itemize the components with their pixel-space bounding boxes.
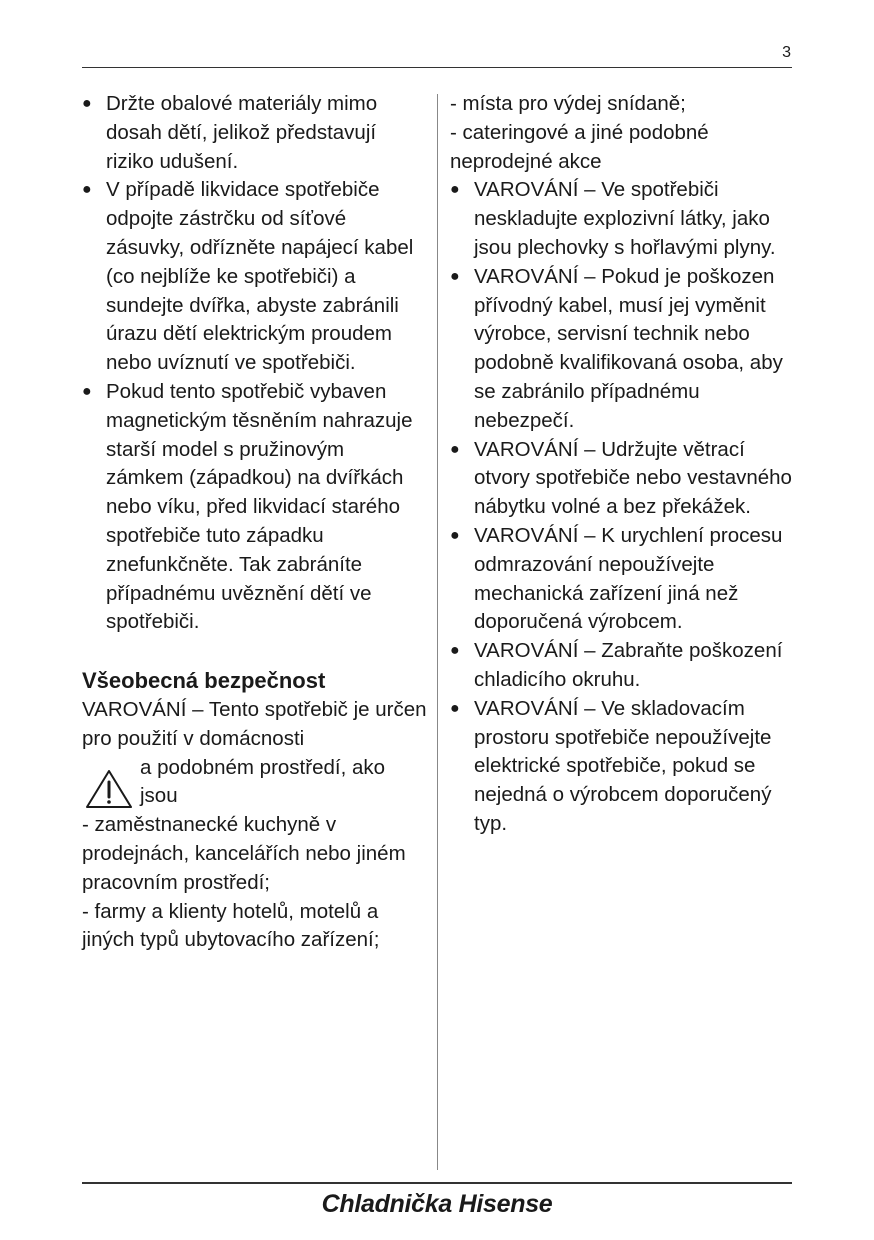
warning-row xyxy=(82,754,427,812)
warning-bullet-item: ● VAROVÁNÍ – Zabraňte poškození chladicího okruhu. xyxy=(450,637,795,695)
dash-item: - farmy a klienty hotelů, motelů a jiných typů ubytovacího zařízení; xyxy=(82,899,380,952)
warning-bullet-item: ● VAROVÁNÍ – Udržujte větrací otvory spotřebiče nebo vestavného nábytku volné a bez překážek. xyxy=(450,436,795,522)
bullet-item: ● Pokud tento spotřebič vybaven magnetickým těsněním nahrazuje starší model s pružinovým zámkem (západkou) na dvířkách nebo víku, před likvidací starého spotřebiče tuto západku znefunkčněte. Tak zabráníte případnému uvěznění dětí ve spotřebiči. xyxy=(82,378,427,637)
footer-rule xyxy=(82,1182,792,1184)
header-rule xyxy=(82,67,792,68)
bullet-item: ● V případě likvidace spotřebiče odpojte zástrčku od síťové zásuvky, odřízněte napájecí kabel (co nejblíže ke spotřebiči) a sundejte dvířka, abyste zabránili úrazu dětí elektrickým proudem nebo uvíznutí ve spotřebiči. xyxy=(82,176,427,378)
dash-item: - zaměstnanecké kuchyně v prodejnách, kancelářích nebo jiném pracovním prostředí; xyxy=(82,813,406,894)
warning-triangle-icon xyxy=(84,768,134,810)
section-heading: Všeobecná bezpečnost xyxy=(82,668,326,694)
warning-bullet-item: ● VAROVÁNÍ – Pokud je poškozen přívodný kabel, musí jej vyměnit výrobce, servisní technik nebo podobně kvalifikovaná osoba, aby se zabránilo případnému nebezpečí. xyxy=(450,263,795,436)
warning-bullet-item: ● VAROVÁNÍ – K urychlení procesu odmrazování nepoužívejte mechanická zařízení jiná než doporučená výrobcem. xyxy=(450,522,795,637)
right-bullet-list xyxy=(450,176,795,838)
left-bullet-list xyxy=(82,90,427,637)
left-column xyxy=(82,90,427,955)
bullet-item: ● Držte obalové materiály mimo dosah dětí, jelikož představují riziko udušení. xyxy=(82,90,427,176)
page-number: 3 xyxy=(782,44,791,61)
dash-item: - místa pro výdej snídaně; xyxy=(450,92,686,115)
dash-item: - cateringové a jiné podobné neprodejné akce xyxy=(450,120,709,173)
footer-title: Chladnička Hisense xyxy=(321,1190,553,1218)
warning-bullet-item: ● VAROVÁNÍ – Ve skladovacím prostoru spotřebiče nepoužívejte elektrické spotřebiče, pokud se nejedná o výrobcem doporučený typ. xyxy=(450,695,795,839)
warning-icon-text: a podobném prostředí, ako jsou xyxy=(140,755,386,808)
warning-bullet-item: ● VAROVÁNÍ – Ve spotřebiči neskladujte explozivní látky, jako jsou plechovky s hořlavými plyny. xyxy=(450,176,795,262)
right-column xyxy=(450,90,795,839)
warning-intro: VAROVÁNÍ – Tento spotřebič je určen pro použití v domácnosti xyxy=(82,697,427,750)
column-divider xyxy=(437,94,438,1170)
